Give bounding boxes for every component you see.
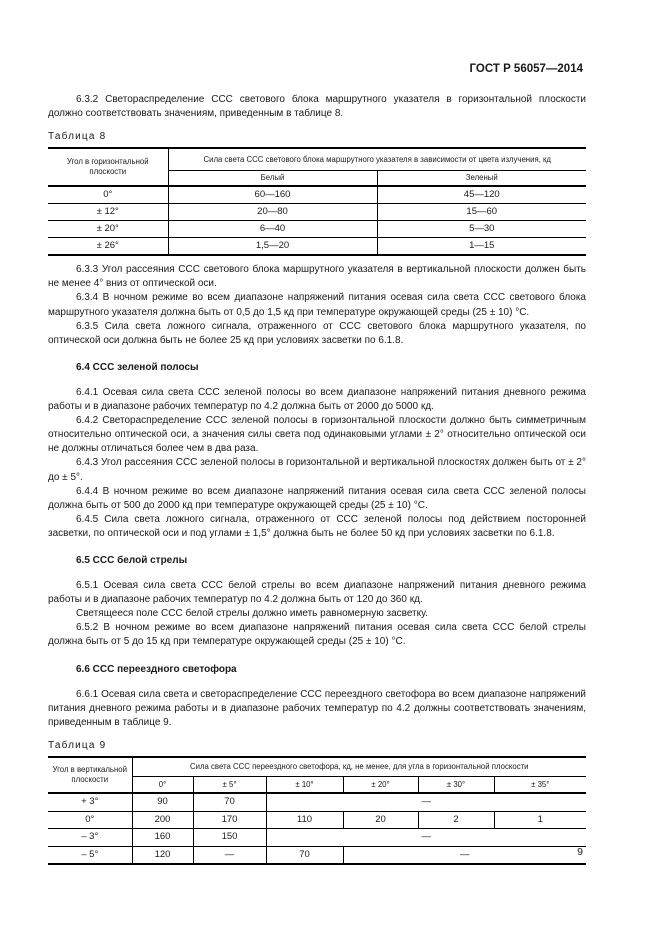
table-cell: – 5°: [48, 846, 132, 864]
table-cell: 2: [418, 811, 494, 829]
paragraph-6-3-5: 6.3.5 Сила света ложного сигнала, отраженного от ССС светового блока маршрутного указателя, по оптической оси должна быть не более 25 кд при условиях засветки по 6.1.8.: [48, 320, 586, 346]
table-cell: 150: [193, 829, 266, 847]
document-id: ГОСТ Р 56057—2014: [469, 63, 583, 75]
table-9-header-col: ± 20°: [343, 777, 418, 794]
paragraph-6-5-1-continued: Светящееся поле ССС белой стрелы должно иметь равномерную засветку.: [76, 608, 428, 620]
table-cell: 6—40: [168, 221, 377, 238]
paragraph-6-6-1: 6.6.1 Осевая сила света и светораспределение ССС переездного светофора во всем диапазоне напряжений питания дневного режима работы и в диапазоне рабочих температур по 4.2 должны соответствовать значениям, приведенным в таблице 9.: [48, 688, 586, 728]
page-content: [48, 93, 586, 865]
table-row: [48, 186, 586, 204]
table-8: [48, 147, 586, 256]
table-row: [48, 846, 586, 864]
table-cell: 0°: [48, 186, 168, 204]
paragraph-6-3-2: 6.3.2 Светораспределение ССС светового блока маршрутного указателя в горизонтальной плоскости должно соответствовать значениям, приведенным в таблице 8.: [48, 94, 586, 120]
table-8-header-green: Зеленый: [377, 171, 586, 187]
table-row: [48, 221, 586, 238]
table-cell: 90: [132, 793, 193, 811]
table-9-header-col: ± 5°: [193, 777, 266, 794]
table-cell: 1: [494, 811, 586, 829]
page-number: 9: [577, 846, 583, 858]
table-cell: 20: [343, 811, 418, 829]
paragraph-6-4-1: 6.4.1 Осевая сила света ССС зеленой полосы во всем диапазоне напряжений питания дневного режима работы и в диапазоне рабочих температур по 4.2 должна быть от 2000 до 5000 кд.: [48, 386, 586, 413]
table-cell: 160: [132, 829, 193, 847]
paragraph-6-4-2: 6.4.2 Светораспределение ССС зеленой полосы в горизонтальной плоскости должно быть симметричным относительно оптической оси, а значения силы света под одинаковыми углами ± 2° относительно оптической оси не должны отличаться более чем в два раза.: [48, 415, 586, 455]
table-row: [48, 793, 586, 811]
table-9-header-col: ± 10°: [266, 777, 343, 794]
table-cell: – 3°: [48, 829, 132, 847]
table-cell: 170: [193, 811, 266, 829]
table-9: [48, 756, 586, 865]
table-cell: 70: [193, 793, 266, 811]
table-cell: 70: [266, 846, 343, 864]
table-9-header-angle: Угол в вертикальной плоскости: [48, 757, 132, 793]
paragraph-6-5-2: 6.5.2 В ночном режиме во всем диапазоне напряжений питания осевая сила света ССС белой стрелы должна быть от 5 до 15 кд при температуре окружающей среды (25 ± 10) °С.: [48, 622, 586, 648]
section-6-5-heading: 6.5 ССС белой стрелы: [76, 554, 188, 566]
table-9-header-col: ± 35°: [494, 777, 586, 794]
table-8-header-white: Белый: [168, 171, 377, 187]
table-row: [48, 238, 586, 256]
table-cell: 60—160: [168, 186, 377, 204]
table-cell: —: [343, 846, 586, 864]
table-cell: 1,5—20: [168, 238, 377, 256]
table-cell: 45—120: [377, 186, 586, 204]
paragraph-6-5-1: 6.5.1 Осевая сила света ССС белой стрелы во всем диапазоне напряжений питания дневного режима работы и в диапазоне рабочих температур по 4.2 должна быть от 120 до 360 кд.: [48, 580, 586, 606]
table-9-header-group: Сила света ССС переездного светофора, кд, не менее, для угла в горизонтальной плоскости: [132, 757, 586, 777]
table-cell: —: [266, 829, 586, 847]
table-cell: 15—60: [377, 204, 586, 221]
paragraph-6-3-4: 6.3.4 В ночном режиме во всем диапазоне напряжений питания осевая сила света ССС светового блока маршрутного указателя должна быть от 0,5 до 1,5 кд при температуре окружающей среды (25 ± 10) °С.: [48, 292, 586, 318]
table-cell: ± 26°: [48, 238, 168, 256]
paragraph-6-4-4: 6.4.4 В ночном режиме во всем диапазоне напряжений питания осевая сила света ССС зеленой полосы должна быть от 500 до 2000 кд при температуре окружающей среды (25 ± 10) °С.: [48, 485, 586, 511]
paragraph-6-3-3: 6.3.3 Угол рассеяния ССС светового блока маршрутного указателя в вертикальной плоскости должен быть не менее 4° вниз от оптической оси.: [48, 264, 586, 290]
table-cell: ± 12°: [48, 204, 168, 221]
table-cell: —: [193, 846, 266, 864]
table-8-header-angle: Угол в горизонтальной плоскости: [48, 148, 168, 186]
table-8-caption: Таблица 8: [48, 131, 107, 143]
table-cell: ± 20°: [48, 221, 168, 238]
paragraph-6-4-5: 6.4.5 Сила света ложного сигнала, отраженного от ССС зеленой полосы под действием посторонней засветки, по оптической оси и под углами ± 1,5° должна быть не более 50 кд при условиях засветки по 6.1.8.: [48, 513, 586, 539]
paragraph-6-4-3: 6.4.3 Угол рассеяния ССС зеленой полосы в горизонтальной и вертикальной плоскостях должен быть от ± 2° до ± 5°.: [48, 457, 586, 483]
table-cell: 1—15: [377, 238, 586, 256]
table-8-header-group: Сила света ССС светового блока маршрутного указателя в зависимости от цвета излучения, кд: [168, 148, 586, 171]
table-9-header-col: ± 30°: [418, 777, 494, 794]
table-cell: + 3°: [48, 793, 132, 811]
table-cell: 20—80: [168, 204, 377, 221]
table-9-caption: Таблица 9: [48, 739, 107, 751]
table-cell: 5—30: [377, 221, 586, 238]
table-9-header-col: 0°: [132, 777, 193, 794]
table-cell: 110: [266, 811, 343, 829]
table-cell: 200: [132, 811, 193, 829]
table-row: [48, 811, 586, 829]
section-6-6-heading: 6.6 ССС переездного светофора: [76, 663, 237, 675]
table-cell: 0°: [48, 811, 132, 829]
table-row: [48, 204, 586, 221]
table-cell: 120: [132, 846, 193, 864]
section-6-4-heading: 6.4 ССС зеленой полосы: [76, 361, 199, 373]
table-cell: —: [266, 793, 586, 811]
table-row: [48, 829, 586, 847]
